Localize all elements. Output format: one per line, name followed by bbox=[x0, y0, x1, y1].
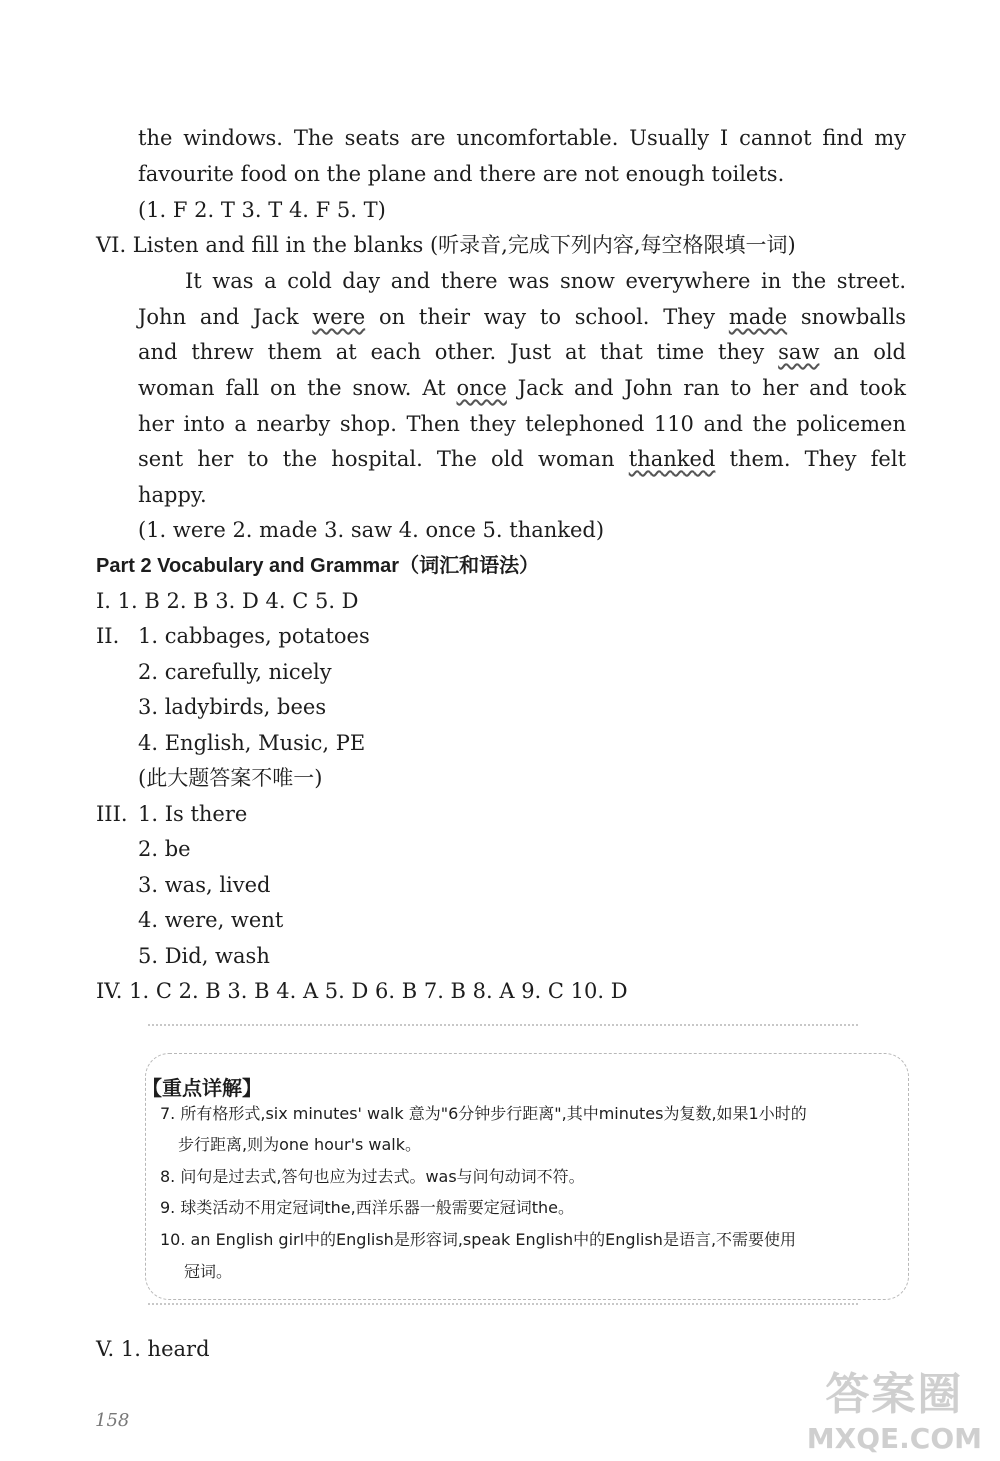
passage-line bbox=[138, 338, 906, 366]
passage-line bbox=[138, 303, 906, 331]
passage-text: woman fall on the snow. At bbox=[138, 376, 457, 400]
passage-text: an old bbox=[819, 340, 906, 364]
passage-line: happy. bbox=[138, 483, 207, 507]
blank-answer: were bbox=[312, 305, 366, 329]
blank-answer: thanked bbox=[628, 447, 716, 471]
passage-line: the windows. The seats are uncomfortable. Usually I cannot find my bbox=[138, 126, 906, 150]
passage-text: snowballs bbox=[787, 305, 906, 329]
page-number: 158 bbox=[95, 1410, 130, 1431]
passage-text: sent her to the hospital. The old woman bbox=[138, 447, 629, 471]
explanation-line: 冠词。 bbox=[184, 1262, 233, 1281]
answer-line: I. 1. B 2. B 3. D 4. C 5. D bbox=[96, 589, 359, 613]
list-item: 2. carefully, nicely bbox=[138, 660, 332, 684]
explanation-title: 【重点详解】 bbox=[142, 1076, 262, 1100]
divider bbox=[148, 1303, 858, 1305]
list-item: 5. Did, wash bbox=[138, 944, 270, 968]
passage-text: John and Jack bbox=[138, 305, 313, 329]
answer-line: IV. 1. C 2. B 3. B 4. A 5. D 6. B 7. B 8. A 9. C 10. D bbox=[96, 979, 628, 1003]
passage-text: them. They felt bbox=[715, 447, 907, 471]
passage-line bbox=[138, 445, 906, 473]
passage-line: her into a nearby shop. Then they telephoned 110 and the policemen bbox=[138, 412, 906, 436]
blank-answer: made bbox=[728, 305, 788, 329]
list-item: 2. be bbox=[138, 837, 191, 861]
passage-text: on their way to school. They bbox=[365, 305, 729, 329]
divider bbox=[148, 1024, 858, 1026]
blank-answer: saw bbox=[778, 340, 820, 364]
list-item: 1. Is there bbox=[138, 802, 248, 826]
blank-answer: once bbox=[456, 376, 507, 400]
watermark-url: MXQE.COM bbox=[806, 1422, 982, 1455]
watermark bbox=[807, 1358, 982, 1455]
passage-line: It was a cold day and there was snow everywhere in the street. bbox=[185, 269, 906, 293]
passage-text: and threw them at each other. Just at that time they bbox=[138, 340, 779, 364]
list-item: 3. was, lived bbox=[138, 873, 271, 897]
answer-line: (1. were 2. made 3. saw 4. once 5. thanked) bbox=[138, 518, 605, 542]
note-line: (此大题答案不唯一) bbox=[138, 766, 323, 790]
answer-line: (1. F 2. T 3. T 4. F 5. T) bbox=[138, 198, 386, 222]
question-label: III. bbox=[96, 802, 128, 826]
explanation-line: 10. an English girl中的English是形容词,speak English中的English是语言,不需要使用 bbox=[160, 1230, 797, 1249]
answer-line: V. 1. heard bbox=[96, 1337, 210, 1361]
list-item: 1. cabbages, potatoes bbox=[138, 624, 370, 648]
explanation-line: 7. 所有格形式,six minutes' walk 意为"6分钟步行距离",其中minutes为复数,如果1小时的 bbox=[160, 1104, 807, 1123]
explanation-line: 9. 球类活动不用定冠词the,西洋乐器一般需要定冠词the。 bbox=[160, 1198, 574, 1217]
watermark-logo: 答案圈 bbox=[825, 1369, 964, 1420]
passage-line bbox=[138, 374, 906, 402]
list-item: 4. English, Music, PE bbox=[138, 731, 366, 755]
section-heading: VI. Listen and fill in the blanks (听录音,完成下列内容,每空格限填一词) bbox=[96, 233, 796, 257]
passage-text: Jack and John ran to her and took bbox=[506, 376, 906, 400]
question-label: II. bbox=[96, 624, 120, 648]
explanation-line: 8. 问句是过去式,答句也应为过去式。was与问句动词不符。 bbox=[160, 1167, 585, 1186]
list-item: 4. were, went bbox=[138, 908, 284, 932]
part-heading: Part 2 Vocabulary and Grammar（词汇和语法） bbox=[96, 555, 540, 577]
list-item: 3. ladybirds, bees bbox=[138, 695, 327, 719]
explanation-line: 步行距离,则为one hour's walk。 bbox=[178, 1135, 422, 1154]
passage-line: favourite food on the plane and there are not enough toilets. bbox=[138, 162, 785, 186]
